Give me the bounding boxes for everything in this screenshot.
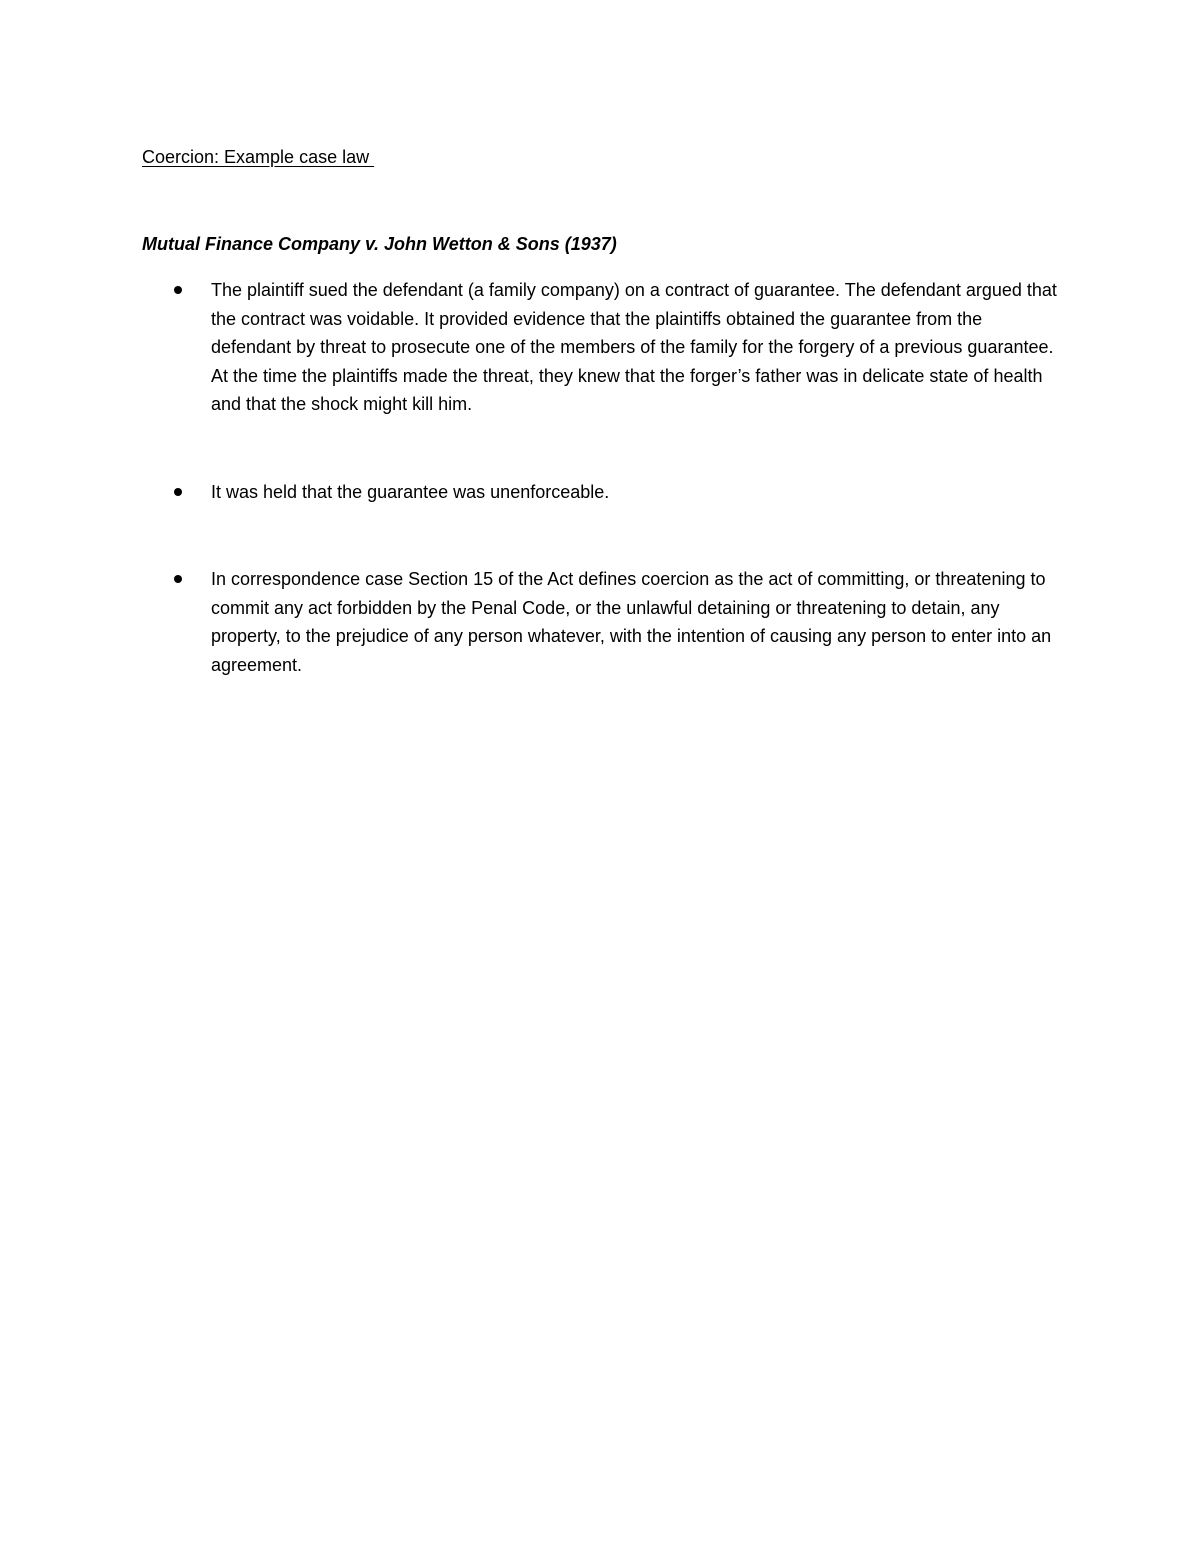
- bullet-list: [142, 276, 1062, 679]
- bullet-icon: [174, 488, 182, 496]
- bullet-item-section-15: [142, 565, 1062, 679]
- bullet-item-plaintiff-facts: [142, 276, 1062, 419]
- bullet-text: It was held that the guarantee was unenforceable.: [211, 481, 610, 502]
- bullet-text: In correspondence case Section 15 of the Act defines coercion as the act of committing, or threatening to commit any act forbidden by the Penal Code, or the unlawful detaining or threatening to detain, any property, to the prejudice of any person whatever, with the intention of causing any person to enter into an agreement.: [211, 569, 1052, 675]
- bullet-icon: [174, 575, 182, 583]
- bullet-icon: [174, 286, 182, 294]
- bullet-text: The plaintiff sued the defendant (a family company) on a contract of guarantee. The defendant argued that the contract was voidable. It provided evidence that the plaintiffs obtained the guarantee from the defendant by threat to prosecute one of the members of the family for the forgery of a previous guarantee. At the time the plaintiffs made the threat, they knew that the forger’s father was in delicate state of health and that the shock might kill him.: [211, 280, 1057, 414]
- bullet-item-holding: [142, 478, 1062, 507]
- case-heading: Mutual Finance Company v. John Wetton & Sons (1937): [142, 234, 617, 254]
- document-title: Coercion: Example case law: [142, 147, 375, 167]
